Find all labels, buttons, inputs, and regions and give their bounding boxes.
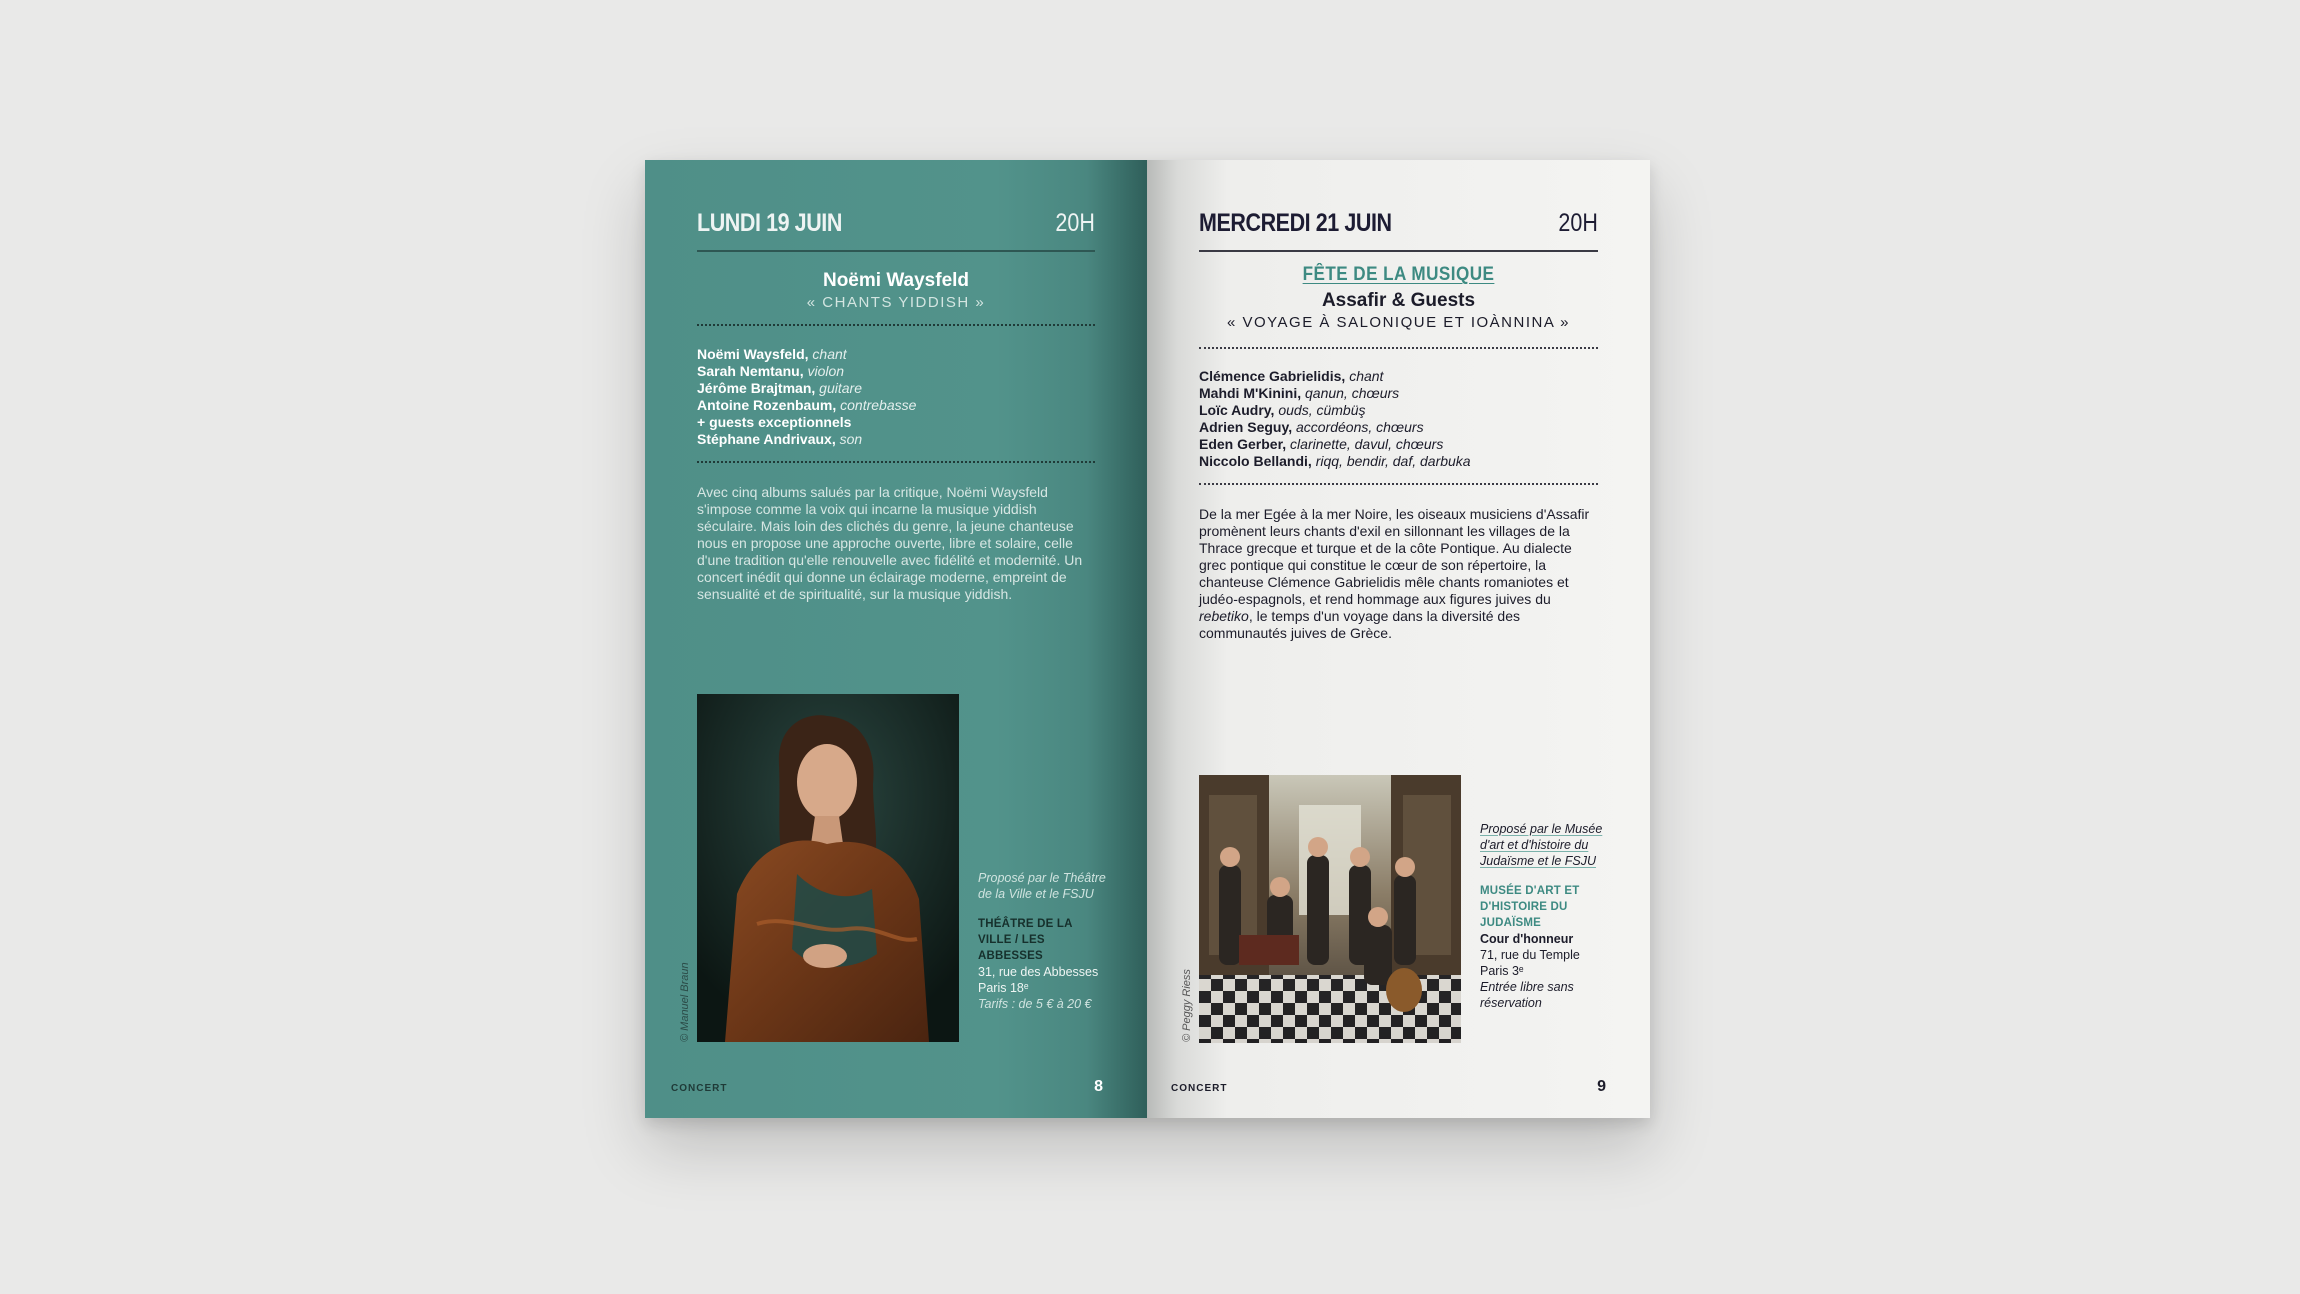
entry-info: Entrée libre sans réservation <box>1480 980 1574 1010</box>
brochure-spread <box>645 160 1650 1118</box>
section-label: CONCERT <box>1171 1083 1228 1094</box>
ticket-prices: Tarifs : de 5 € à 20 € <box>978 997 1092 1011</box>
band-illustration <box>1199 775 1461 1043</box>
concert-description: De la mer Egée à la mer Noire, les oiseaux musiciens d'Assafir promènent leurs chants d'exil en sillonnant les villages de la Thrace grecque et turque et de la côte Pontique. Au dialecte grec pontique qui constitue le cœur de son répertoire, la chanteuse Clémence Gabrielidis mêle chants romaniotes et judéo-espagnols, et rend hommage aux figures juives du rebetiko, le temps d'un voyage dans la diversité des communautés juives de Grèce. <box>1199 506 1590 641</box>
concert-subtitle: « VOYAGE À SALONIQUE ET IOÀNNINA » <box>1226 314 1571 331</box>
credit-row: Loïc Audry, ouds, cümbüş <box>1199 402 1366 418</box>
credit-row: Antoine Rozenbaum, contrebasse <box>697 397 917 413</box>
left-page <box>645 160 1147 1118</box>
credit-row: Noëmi Waysfeld, chant <box>697 346 847 362</box>
right-page-footer <box>1171 1074 1606 1094</box>
page-number: 9 <box>1597 1078 1606 1095</box>
venue-city: Paris 18ᵉ <box>978 981 1029 995</box>
photo-credit: © Peggy Riess <box>1181 969 1193 1042</box>
venue-address: 31, rue des Abbesses <box>978 965 1099 979</box>
event-name: FÊTE DE LA MUSIQUE <box>1302 264 1495 285</box>
credit-row: Sarah Nemtanu, violon <box>697 363 845 379</box>
dotted-divider <box>697 324 1095 326</box>
credit-row: Niccolo Bellandi, riqq, bendir, daf, darbuka <box>1199 453 1471 469</box>
credit-row: Stéphane Andrivaux, son <box>697 431 863 447</box>
event-time: 20H <box>1055 209 1095 237</box>
credit-row: Jérôme Brajtman, guitare <box>697 380 862 396</box>
venue-info <box>978 870 1108 1012</box>
left-page-header <box>697 206 1095 252</box>
venue-address: 71, rue du Temple <box>1480 948 1580 962</box>
venue-hall: Cour d'honneur <box>1480 932 1574 946</box>
event-date: LUNDI 19 JUIN <box>697 209 842 237</box>
left-title-block <box>697 270 1095 311</box>
concert-description: Avec cinq albums salués par la critique, Noëmi Waysfeld s'impose comme la voix qui incarne la musique yiddish séculaire. Mais loin des clichés du genre, la jeune chanteuse nous en propose une approche ouverte, libre et solaire, celle d'une tradition qu'elle renouvelle avec fidélité et modernité. Un concert inédit qui donne un éclairage moderne, empreint de sensualité et de spiritualité, sur la musique yiddish. <box>697 484 1083 602</box>
credit-row: Adrien Seguy, accordéons, chœurs <box>1199 419 1424 435</box>
right-page-header <box>1199 206 1598 252</box>
credit-row: Clémence Gabrielidis, chant <box>1199 368 1384 384</box>
performer-credits <box>1199 368 1598 470</box>
credit-row: + guests exceptionnels <box>697 414 852 430</box>
portrait-illustration <box>697 694 959 1042</box>
dotted-divider <box>1199 347 1598 349</box>
artist-name: Noëmi Waysfeld <box>822 270 970 291</box>
venue-name: MUSÉE D'ART ET D'HISTOIRE DU JUDAÏSME <box>1480 885 1580 929</box>
proposed-by: Proposé par le Musée d'art et d'histoire du Judaïsme et le FSJU <box>1480 822 1603 868</box>
right-title-block <box>1199 264 1598 331</box>
dotted-divider <box>1199 483 1598 485</box>
performer-credits <box>697 346 1095 448</box>
left-page-footer <box>671 1074 1103 1094</box>
venue-name: THÉÂTRE DE LA VILLE / LES ABBESSES <box>978 918 1073 962</box>
credit-row: Mahdi M'Kinini, qanun, chœurs <box>1199 385 1400 401</box>
credit-row: Eden Gerber, clarinette, davul, chœurs <box>1199 436 1444 452</box>
artist-photo <box>697 694 959 1042</box>
venue-info <box>1480 821 1610 1011</box>
right-page <box>1147 160 1650 1118</box>
dotted-divider <box>697 461 1095 463</box>
section-label: CONCERT <box>671 1083 728 1094</box>
concert-subtitle: « CHANTS YIDDISH » <box>806 294 986 311</box>
proposed-by: Proposé par le Théâtre de la Ville et le FSJU <box>978 871 1106 901</box>
page-number: 8 <box>1094 1078 1103 1095</box>
event-date: MERCREDI 21 JUIN <box>1199 209 1392 237</box>
event-time: 20H <box>1558 209 1598 237</box>
venue-city: Paris 3ᵉ <box>1480 964 1524 978</box>
band-photo <box>1199 775 1461 1043</box>
photo-credit: © Manuel Braun <box>679 962 691 1042</box>
artist-name: Assafir & Guests <box>1321 290 1476 311</box>
